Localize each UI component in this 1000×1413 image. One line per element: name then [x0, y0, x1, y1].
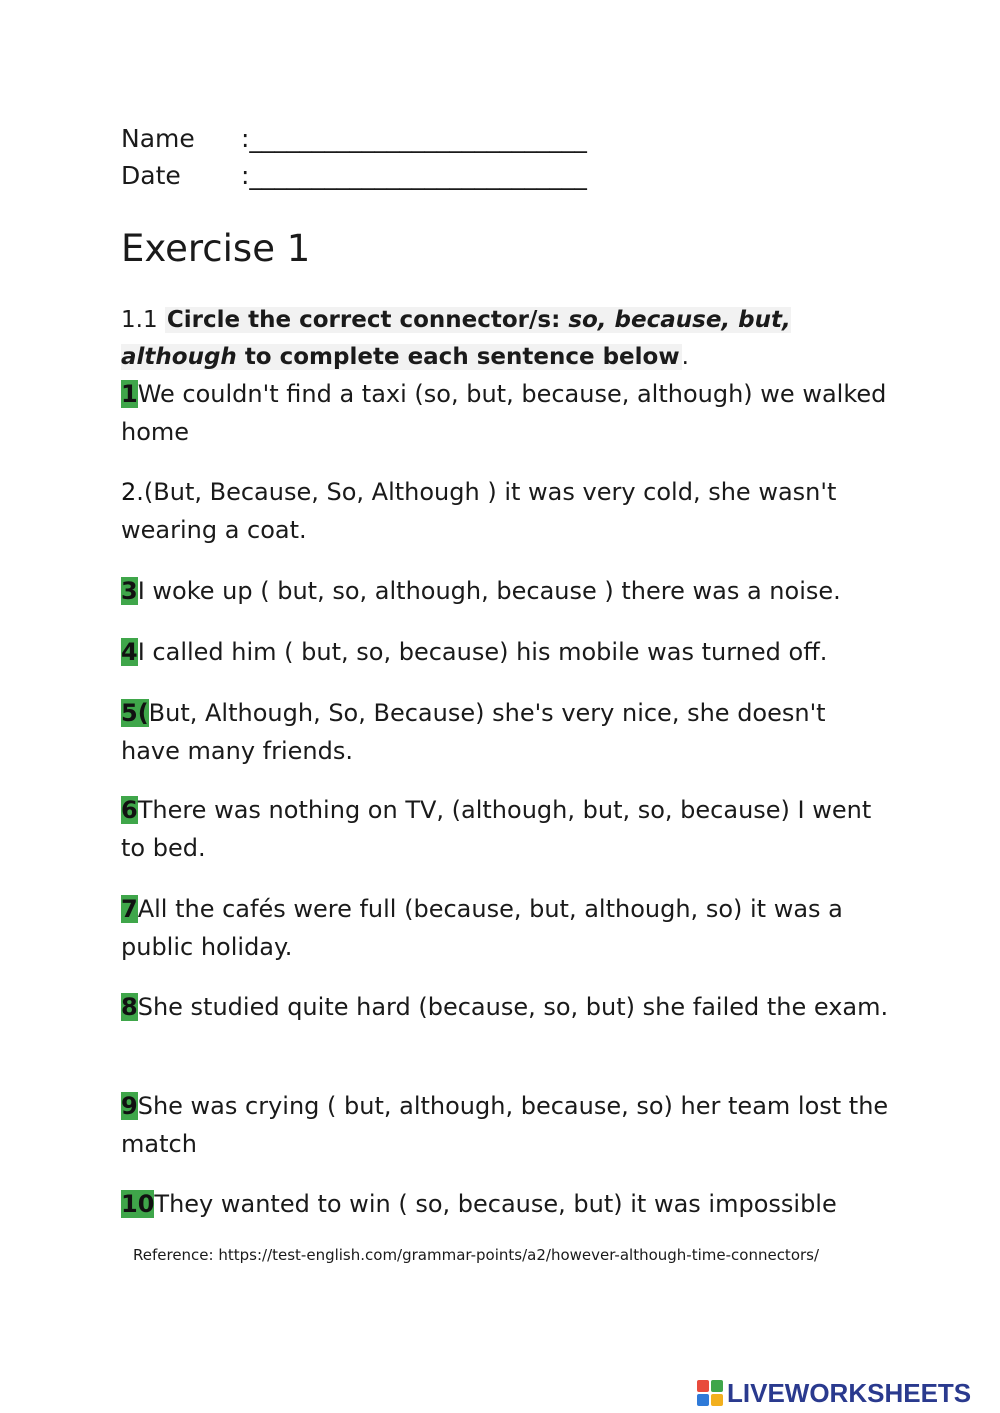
- logo-text: LIVEWORKSHEETS: [727, 1377, 972, 1408]
- question-text[interactable]: But, Although, So, Because) she's very nice, she doesn't have many friends.: [121, 699, 826, 765]
- question-text[interactable]: I called him ( but, so, because) his mobile was turned off.: [137, 638, 828, 666]
- name-field: [121, 124, 587, 153]
- question-7: [121, 890, 891, 966]
- question-number: 10: [121, 1190, 155, 1218]
- question-number: 1: [121, 380, 138, 408]
- question-6: [121, 791, 891, 867]
- question-number: 8: [121, 993, 138, 1021]
- question-2: [121, 473, 891, 549]
- question-number: 2.: [121, 478, 144, 506]
- question-number: 7: [121, 895, 138, 923]
- question-text[interactable]: All the cafés were full (because, but, although, so) it was a public holiday.: [121, 895, 843, 961]
- question-text[interactable]: They wanted to win ( so, because, but) it was impossible: [154, 1190, 837, 1218]
- reference-note: Reference: https://test-english.com/grammar-points/a2/however-although-time-connectors/: [133, 1246, 820, 1264]
- liveworksheets-logo: [697, 1377, 971, 1409]
- name-blank[interactable]: :___________________________: [241, 124, 587, 153]
- instruction: 1.1 Circle the correct connector/s: so, because, but, although to complete each sentence below.: [121, 307, 791, 370]
- exercise-title: Exercise 1: [121, 227, 311, 270]
- connector-options: so, because, but, although: [121, 307, 791, 370]
- question-10: [121, 1185, 891, 1223]
- liveworksheets-logo-icon: [697, 1380, 723, 1406]
- question-text[interactable]: She was crying ( but, although, because, so) her team lost the match: [121, 1092, 889, 1158]
- question-8: [121, 988, 891, 1026]
- question-3: [121, 572, 891, 610]
- question-number: 6: [121, 796, 138, 824]
- question-1: [121, 375, 891, 451]
- date-blank[interactable]: :___________________________: [241, 161, 587, 190]
- question-text[interactable]: There was nothing on TV, (although, but, so, because) I went to bed.: [121, 796, 872, 862]
- question-text[interactable]: We couldn't find a taxi (so, but, because, although) we walked home: [121, 380, 887, 446]
- question-5: [121, 694, 891, 770]
- question-text[interactable]: (But, Because, So, Although ) it was very cold, she wasn't wearing a coat.: [121, 478, 837, 544]
- instruction-text: Circle the correct connector/s: so, because, but, although to complete each sentence below: [121, 307, 791, 370]
- instruction-number: 1.1: [121, 307, 158, 333]
- question-9: [121, 1087, 891, 1163]
- question-number: 3: [121, 577, 138, 605]
- question-4: [121, 633, 891, 671]
- question-text[interactable]: I woke up ( but, so, although, because ) there was a noise.: [137, 577, 841, 605]
- question-number: 4: [121, 638, 138, 666]
- date-field: [121, 161, 587, 190]
- date-label: Date: [121, 161, 181, 190]
- name-label: Name: [121, 124, 195, 153]
- question-number: 9: [121, 1092, 138, 1120]
- question-number: 5(: [121, 699, 149, 727]
- question-text[interactable]: She studied quite hard (because, so, but) she failed the exam.: [137, 993, 889, 1021]
